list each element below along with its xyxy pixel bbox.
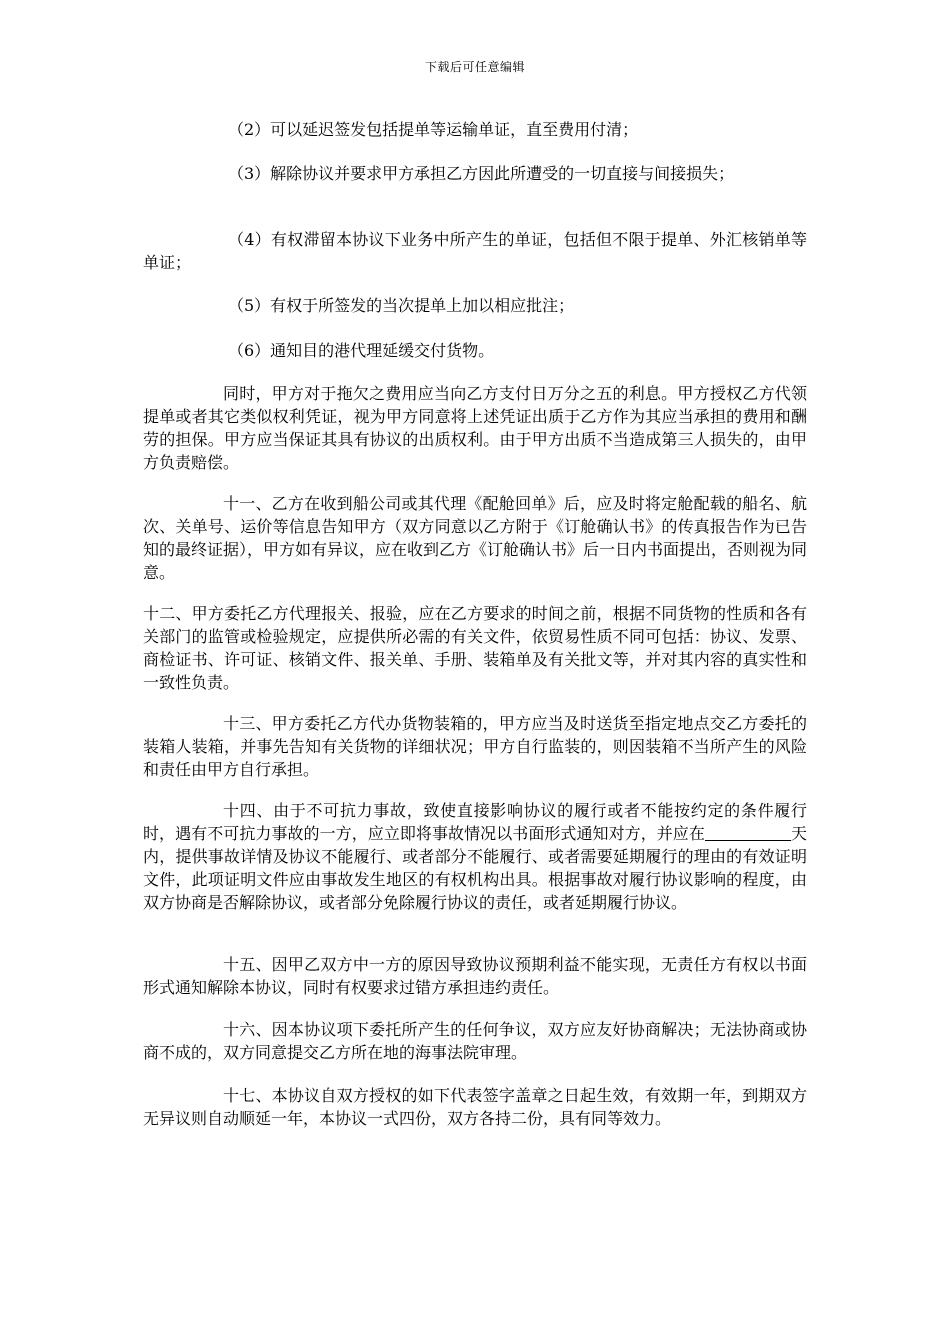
days-blank-field xyxy=(705,826,791,841)
paragraph-article-16: 十六、因本协议项下委托所产生的任何争议，双方应友好协商解决；无法协商或协商不成的，双方同意提交乙方所在地的海事法院审理。 xyxy=(143,1020,807,1062)
paragraph-article-14 xyxy=(143,799,807,914)
paragraph-clause-2: （2）可以延迟签发包括提单等运输单证，直至费用付清； xyxy=(228,120,639,139)
paragraph-clause-6: （6）通知目的港代理延缓交付货物。 xyxy=(228,341,495,360)
article-14-text-end: 天内，提供事故详情及协议不能履行、或者部分不能履行、或者需要延期履行的理由的有效证明文件，此项证明文件应由事故发生地区的有权机构出具。根据事故对履行协议影响的程度，由双方协商是否解除协议，或者部分免除履行协议的责任，或者延期履行协议。 xyxy=(143,824,807,912)
paragraph-clause-4: （4）有权滞留本协议下业务中所产生的单证，包括但不限于提单、外汇核销单等单证； xyxy=(143,230,807,272)
paragraph-article-13: 十三、甲方委托乙方代办货物装箱的，甲方应当及时送货至指定地点交乙方委托的装箱人装箱，并事先告知有关货物的详细状况；甲方自行监装的，则因装箱不当所产生的风险和责任由甲方自行承担。 xyxy=(143,714,807,779)
paragraph-clause-3: （3）解除协议并要求甲方承担乙方因此所遭受的一切直接与间接损失； xyxy=(228,164,735,183)
paragraph-article-17: 十七、本协议自双方授权的如下代表签字盖章之日起生效，有效期一年，到期双方无异议则自动顺延一年，本协议一式四份，双方各持二份，具有同等效力。 xyxy=(143,1086,807,1128)
paragraph-article-12: 十二、甲方委托乙方代理报关、报验，应在乙方要求的时间之前，根据不同货物的性质和各有关部门的监管或检验规定，应提供所必需的有关文件，依贸易性质不同可包括：协议、发票、商检证书、许可证、核销文件、报关单、手册、装箱单及有关批文等，并对其内容的真实性和一致性负责。 xyxy=(143,604,807,692)
paragraph-clause-5: （5）有权于所签发的当次提单上加以相应批注； xyxy=(228,296,575,315)
paragraph-article-11: 十一、乙方在收到船公司或其代理《配舱回单》后，应及时将定舱配载的船名、航次、关单号、运价等信息告知甲方（双方同意以乙方附于《订舱确认书》的传真报告作为已告知的最终证据），甲方如有异议，应在收到乙方《订舱确认书》后一日内书面提出，否则视为同意。 xyxy=(143,494,808,582)
article-14-text-start: 十四、由于不可抗力事故，致使直接影响协议的履行或者不能按约定的条件履行时，遇有不可抗力事故的一方，应立即将事故情况以书面形式通知对方，并应在 xyxy=(143,801,807,843)
page-header: 下载后可任意编辑 xyxy=(424,60,525,74)
paragraph-article-15: 十五、因甲乙双方中一方的原因导致协议预期利益不能实现，无责任方有权以书面形式通知解除本协议，同时有权要求过错方承担违约责任。 xyxy=(143,955,807,997)
paragraph-interest: 同时，甲方对于拖欠之费用应当向乙方支付日万分之五的利息。甲方授权乙方代领提单或者其它类似权利凭证，视为甲方同意将上述凭证出质于乙方作为其应当承担的费用和酬劳的担保。甲方应当保证其具有协议的出质权利。由于甲方出质不当造成第三人损失的，由甲方负责赔偿。 xyxy=(143,384,807,472)
